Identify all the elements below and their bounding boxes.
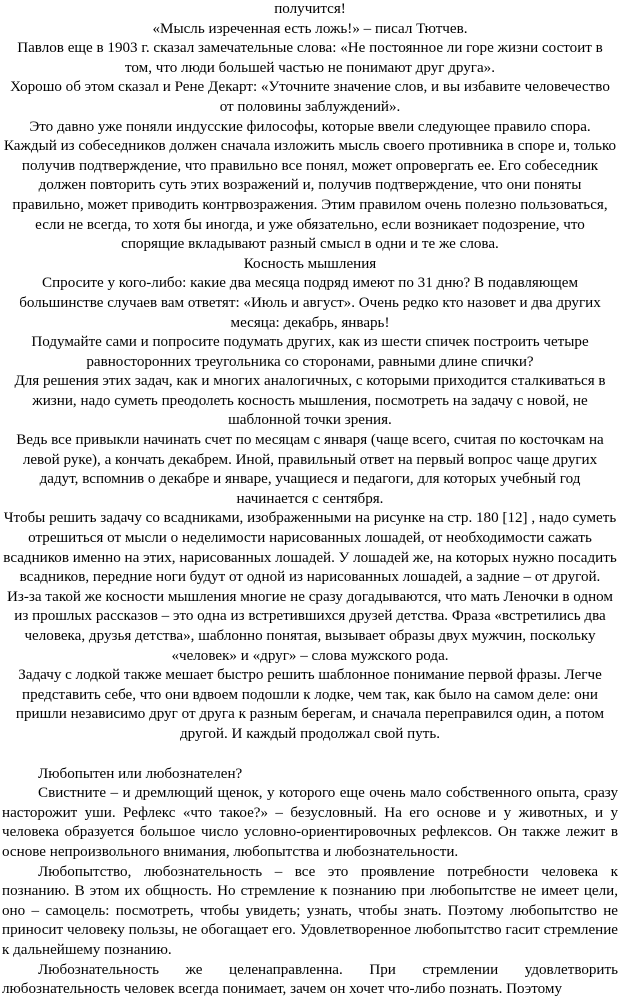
paragraph-intro-end: получится! — [274, 1, 346, 17]
paragraph-months-answer: Ведь все привыкли начинать счет по месяцам с января (чаще всего, считая по косточкам на левой руке), а кончать декабрем. Иной, правильный ответ на первый вопрос чаще других дадут, вспомнив о декабре и январе, учащиеся и педагоги, для которых учебный год начинается с сентября. — [16, 432, 604, 507]
section-title-thinking-rigidity: Косность мышления — [243, 255, 377, 272]
paragraph-whistle-puppy: Свистните – и дремлющий щенок, у которого еще очень мало собственного опыта, сразу насторожит уши. Рефлекс «что такое?» – безусловный. На его основе и у животных, и у человека образуется большое число условно-ориентировочных рефлексов. Он также лежит в основе непроизвольного внимания, любопытства и любознательности. — [2, 785, 618, 860]
paragraph-pavlov-quote: Павлов еще в 1903 г. сказал замечательные слова: «Не постоянное ли горе жизни состоит в том, что люди большей частью не понимают друг друга». — [17, 40, 603, 76]
paragraph-riders-task: Чтобы решить задачу со всадниками, изображенными на рисунке на стр. 180 [12] , надо суметь отрешиться от мысли о неделимости нарисованных лошадей, от необходимости сажать всадников именно на этих, нарисованных лошадей. У лошадей же, на которых нужно посадить всадников, передние ноги будут от одной из нарисованных лошадей, а задние – от другой. — [3, 510, 617, 586]
paragraph-months-question: Спросите у кого-либо: какие два месяца подряд имеют по 31 дню? В подавляющем большинстве случаев вам ответят: «Июль и август». Очень редко кто назовет и два других месяца: декабрь, январь! — [19, 275, 601, 331]
paragraph-lenochka-mother: Из-за такой же косности мышления многие не сразу догадываются, что мать Леночки в одном из прошлых рассказов – это одна из встретившихся друзей детства. Фраза «встретились два человека, друзья детства», шаблонно понятая, вызывает образы двух мужчин, поскольку «человек» и «друг» – слова мужского рода. — [7, 588, 613, 664]
paragraph-hindu-philosophers: Это давно уже поняли индусские философы, которые ввели следующее правило спора. Каждый из собеседников должен сначала изложить мысль своего противника в споре и, только получив подтверждение, что правильно все понял, может опровергать ее. Его собеседник должен повторить суть этих возражений и, получив подтверждение, что они поняты правильно, может приводить контрвозражения. Этим правилом очень полезно пользоваться, если не всегда, то хотя бы иногда, и уже обязательно, если возникает подозрение, что спорящие вкладывают разный смысл в одни и те же слова. — [3, 118, 617, 253]
paragraph-inquisitiveness-purpose: Любознательность же целенаправленна. При стремлении удовлетворить любознательность человек всегда понимает, зачем он хочет что-либо познать. Поэтому — [2, 961, 618, 998]
paragraph-matches-question: Подумайте сами и попросите подумать других, как из шести спичек построить четыре равносторонних треугольника со сторонами, равными длине спички? — [31, 334, 589, 370]
paragraph-tyutchev-quote: «Мысль изреченная есть ложь!» – писал Тютчев. — [152, 20, 468, 37]
paragraph-descartes-quote: Хорошо об этом сказал и Рене Декарт: «Уточните значение слов, и вы избавите человечество от половины заблуждений». — [10, 79, 610, 115]
paragraph-boat-task: Задачу с лодкой также мешает быстро решить шаблонное понимание первой фразы. Легче представить себе, что они вдвоем подошли к лодке, чем так, как было на самом деле: они пришли независимо друг от друга к разным берегам, и сначала переправился один, а потом другой. И каждый продолжал свой путь. — [15, 667, 605, 742]
blank-line — [2, 745, 618, 765]
paragraph-overcome-rigidity: Для решения этих задач, как и многих аналогичных, с которыми приходится сталкиваться в жизни, надо суметь преодолеть косность мышления, посмотреть на задачу с новой, не шаблонной точки зрения. — [14, 373, 606, 429]
section-title-curious: Любопытен или любознателен? — [38, 765, 243, 782]
paragraph-curiosity-inquisitiveness: Любопытство, любознательность – все это проявление потребности человека к познанию. В этом их общность. Но стремление к познанию при любопытстве не имеет цели, оно – самоцель: посмотреть, чтобы увидеть; узнать, чтобы знать. Поэтому любопытство не приносит человеку пользы, не обогащает его. Удовлетворенное любопытство гасит стремление к дальнейшему познанию. — [2, 863, 618, 958]
